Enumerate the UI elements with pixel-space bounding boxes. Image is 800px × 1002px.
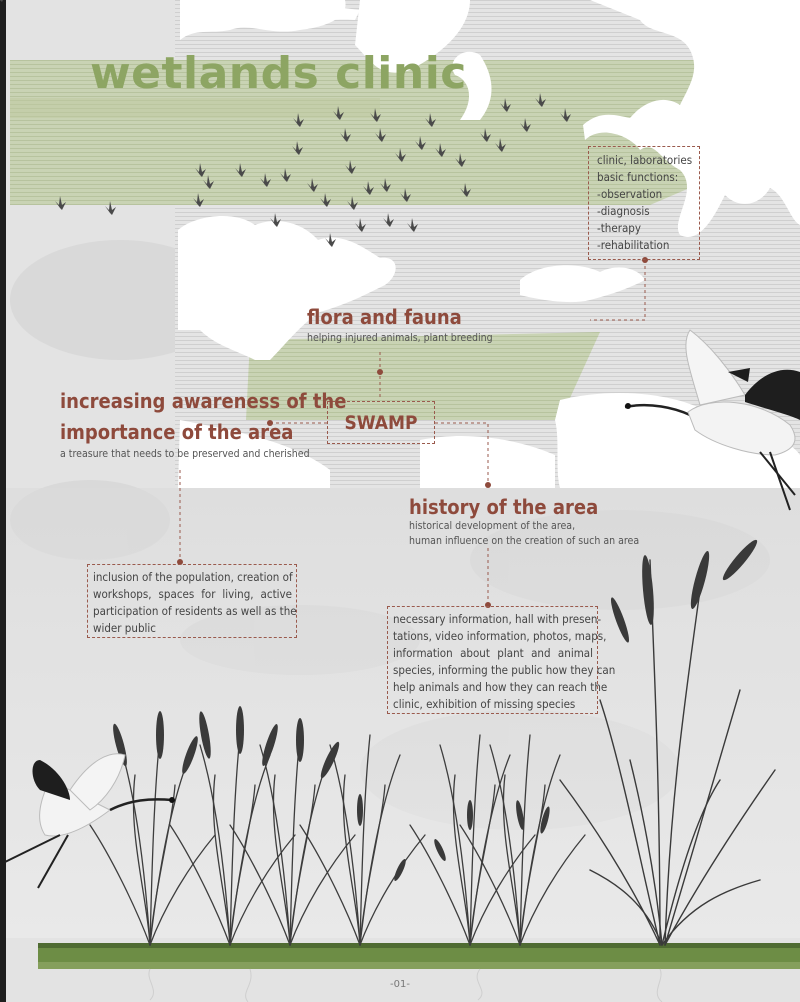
functions-line: -observation: [597, 187, 663, 201]
inclusion-line: inclusion of the population, creation of: [93, 570, 293, 584]
swamp-center-box: SWAMP: [327, 401, 435, 444]
info-line: help animals and how they can reach the: [393, 680, 608, 694]
flora-heading: flora and fauna: [307, 305, 462, 329]
functions-line: -rehabilitation: [597, 238, 670, 252]
awareness-heading-line2: importance of the area: [60, 420, 294, 444]
inclusion-line: wider public: [93, 621, 156, 635]
awareness-subtitle: a treasure that needs to be preserved and cherished: [60, 448, 310, 460]
functions-line: -therapy: [597, 221, 641, 235]
functions-box: [588, 146, 700, 260]
functions-line: basic functions:: [597, 170, 679, 184]
info-line: necessary information, hall with presen-: [393, 612, 602, 626]
page-number: -01-: [390, 979, 410, 990]
history-subtitle-line1: historical development of the area,: [409, 520, 576, 532]
functions-line: clinic, laboratories: [597, 153, 693, 167]
info-line: information about plant and animal: [393, 646, 593, 660]
inclusion-box: [87, 564, 297, 638]
inclusion-line: workshops, spaces for living, active: [93, 587, 292, 601]
awareness-heading-line1: increasing awareness of the: [60, 389, 347, 413]
info-line: species, informing the public how they can: [393, 663, 616, 677]
inclusion-line: participation of residents as well as the: [93, 604, 297, 618]
history-heading: history of the area: [409, 495, 599, 519]
history-subtitle-line2: human influence on the creation of such an area: [409, 535, 640, 547]
page-title: wetlands clinic: [90, 48, 467, 99]
info-line: tations, video information, photos, maps,: [393, 629, 607, 643]
information-box: [387, 606, 616, 714]
info-line: clinic, exhibition of missing species: [393, 697, 576, 711]
functions-line: -diagnosis: [597, 204, 650, 218]
flora-subtitle: helping injured animals, plant breeding: [307, 332, 493, 344]
